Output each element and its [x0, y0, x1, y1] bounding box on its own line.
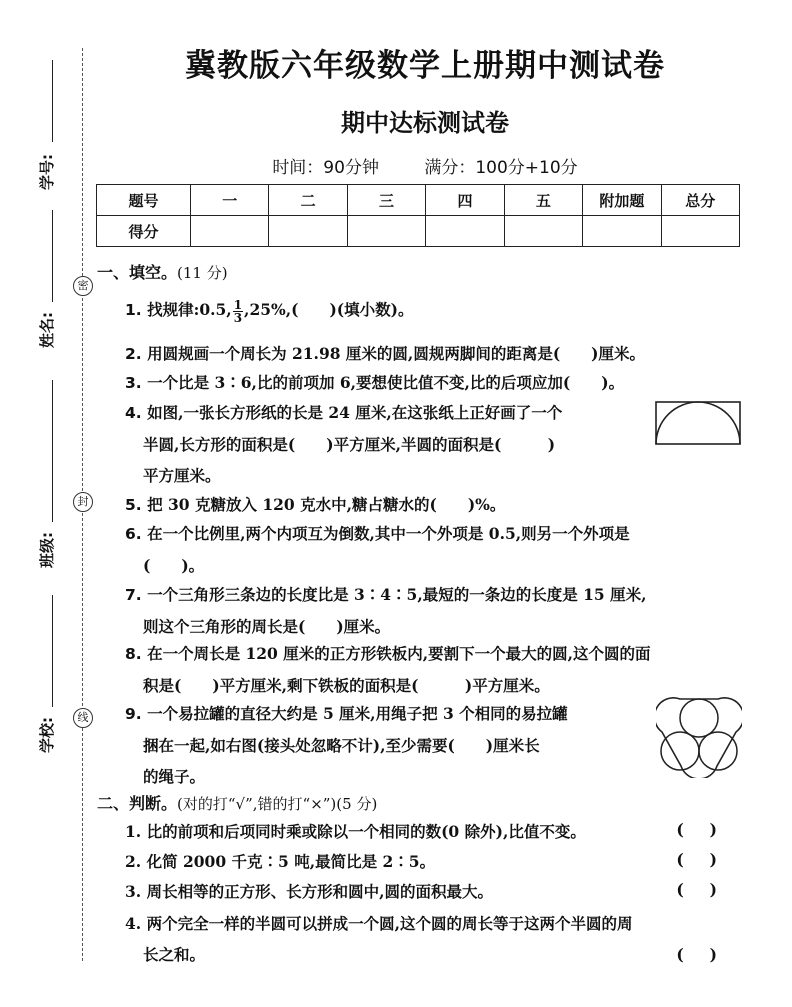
- question-line: 捆在一起,如右图(接头处忽略不计),至少需要( )厘米长: [143, 736, 540, 755]
- margin-field-name: [24, 210, 64, 350]
- section-2-note: (对的打“√”,错的打“×”)(5 分): [177, 795, 378, 813]
- question-line: 在一个周长是 120 厘米的正方形铁板内,要割下一个最大的圆,这个圆的面: [147, 644, 651, 663]
- score-table-score-row: [97, 216, 740, 247]
- judge-question-1: [125, 820, 745, 842]
- score-table-col: 附加题: [583, 185, 661, 216]
- score-table-row-header: 题号: [97, 185, 191, 216]
- question-number: 4.: [125, 404, 142, 422]
- score-table-col: 一: [191, 185, 269, 216]
- question-number: 3.: [125, 882, 142, 901]
- score-cell[interactable]: [191, 216, 269, 247]
- judge-question-4: [125, 908, 745, 970]
- judge-question-3: [125, 880, 745, 902]
- score-cell[interactable]: [347, 216, 425, 247]
- question-text: 找规律:0.5,: [147, 300, 232, 319]
- question-1-3: [125, 367, 745, 399]
- margin-label-student-id: 学号:: [38, 154, 56, 190]
- score-table-col: 三: [347, 185, 425, 216]
- fraction: [233, 299, 243, 324]
- question-line: 一个易拉罐的直径大约是 5 厘米,用绳子把 3 个相同的易拉罐: [147, 704, 568, 723]
- class-blank: [52, 380, 53, 522]
- semicircle-in-rectangle-figure: [655, 401, 741, 445]
- exam-meta: [100, 153, 750, 178]
- margin-label-name: 姓名:: [38, 312, 56, 348]
- score-label: 满分：100分+10分: [424, 158, 578, 178]
- answer-blank[interactable]: (): [676, 945, 743, 964]
- question-text: 比的前项和后项同时乘或除以一个相同的数(0 除外),比值不变。: [146, 822, 586, 841]
- question-1-5: [125, 489, 745, 521]
- section-1-heading: [97, 260, 228, 283]
- score-cell[interactable]: [504, 216, 582, 247]
- section-2-title: 二、判断。: [97, 794, 178, 813]
- question-1-8: [125, 638, 745, 701]
- section-2-heading: [97, 791, 377, 814]
- name-blank: [52, 210, 53, 302]
- score-table-header-row: [97, 185, 740, 216]
- margin-field-school: [24, 595, 64, 755]
- question-text: 周长相等的正方形、长方形和圆中,圆的面积最大。: [146, 882, 493, 901]
- question-line: 半圆,长方形的面积是( )平方厘米,半圆的面积是( ): [143, 435, 556, 454]
- page-subtitle: 期中达标测试卷: [341, 109, 509, 137]
- question-line: 两个完全一样的半圆可以拼成一个圆,这个圆的周长等于这两个半圆的周: [146, 914, 633, 933]
- score-cell[interactable]: [583, 216, 661, 247]
- question-text: 把 30 克糖放入 120 克水中,糖占糖水的( )%。: [147, 495, 506, 514]
- question-line: 如图,一张长方形纸的长是 24 厘米,在这张纸上正好画了一个: [147, 403, 563, 422]
- question-line: 则这个三角形的周长是( )厘米。: [143, 617, 391, 636]
- margin-field-class: [24, 380, 64, 570]
- question-text: 化简 2000 千克∶5 吨,最简比是 2∶5。: [146, 852, 436, 871]
- answer-blank[interactable]: (): [676, 850, 743, 869]
- question-number: 2.: [125, 852, 142, 871]
- question-number: 9.: [125, 705, 142, 723]
- three-cans-bundle-figure: [656, 694, 742, 778]
- page-title: 冀教版六年级数学上册期中测试卷: [185, 48, 665, 84]
- section-1-title: 一、填空。: [97, 263, 178, 282]
- answer-blank[interactable]: (): [676, 820, 743, 839]
- margin-field-student-id: [24, 60, 64, 190]
- question-1-4: [125, 397, 745, 491]
- question-number: 8.: [125, 645, 142, 663]
- question-1-6: [125, 518, 745, 581]
- score-cell[interactable]: [661, 216, 739, 247]
- question-line: 积是( )平方厘米,剩下铁板的面积是( )平方厘米。: [143, 676, 550, 695]
- question-1-1: [125, 294, 745, 326]
- question-line: 的绳子。: [143, 767, 206, 786]
- score-table-col: 四: [426, 185, 504, 216]
- question-1-9: [125, 698, 745, 792]
- fraction-numerator: 1: [233, 297, 243, 312]
- question-number: 1.: [125, 301, 142, 319]
- score-table-col: 二: [269, 185, 347, 216]
- score-table-row-header: 得分: [97, 216, 191, 247]
- seal-feng: 封: [73, 492, 93, 512]
- judge-question-2: [125, 850, 745, 872]
- score-table-col: 总分: [661, 185, 739, 216]
- seal-mi: 密: [73, 276, 93, 296]
- question-number: 3.: [125, 374, 142, 392]
- question-line: 一个三角形三条边的长度比是 3∶4∶5,最短的一条边的长度是 15 厘米,: [147, 585, 647, 604]
- section-1-note: (11 分): [177, 264, 228, 282]
- time-label: 时间：90分钟: [272, 158, 379, 178]
- question-line: 平方厘米。: [143, 466, 221, 485]
- answer-blank[interactable]: (): [676, 880, 743, 899]
- seal-xian: 线: [73, 708, 93, 728]
- question-text: 一个比是 3∶6,比的前项加 6,要想使比值不变,比的后项应加( )。: [147, 373, 625, 392]
- fraction-denominator: 3: [233, 310, 243, 325]
- question-number: 6.: [125, 525, 142, 543]
- question-number: 5.: [125, 496, 142, 514]
- question-line: 长之和。: [143, 945, 206, 964]
- question-line: ( )。: [143, 556, 205, 575]
- question-text: ,25%,( )(填小数)。: [244, 300, 414, 319]
- margin-label-class: 班级:: [38, 532, 56, 568]
- question-1-7: [125, 579, 745, 642]
- margin-label-school: 学校:: [38, 717, 56, 753]
- score-cell[interactable]: [426, 216, 504, 247]
- question-1-2: [125, 338, 745, 370]
- score-table-col: 五: [504, 185, 582, 216]
- question-number: 1.: [125, 822, 142, 841]
- question-number: 7.: [125, 586, 142, 604]
- question-number: 2.: [125, 345, 142, 363]
- score-cell[interactable]: [269, 216, 347, 247]
- student-id-blank: [52, 60, 53, 142]
- question-line: 在一个比例里,两个内项互为倒数,其中一个外项是 0.5,则另一个外项是: [147, 524, 630, 543]
- question-text: 用圆规画一个周长为 21.98 厘米的圆,圆规两脚间的距离是( )厘米。: [147, 344, 645, 363]
- score-table: [96, 184, 740, 247]
- question-number: 4.: [125, 914, 142, 933]
- school-blank: [52, 595, 53, 707]
